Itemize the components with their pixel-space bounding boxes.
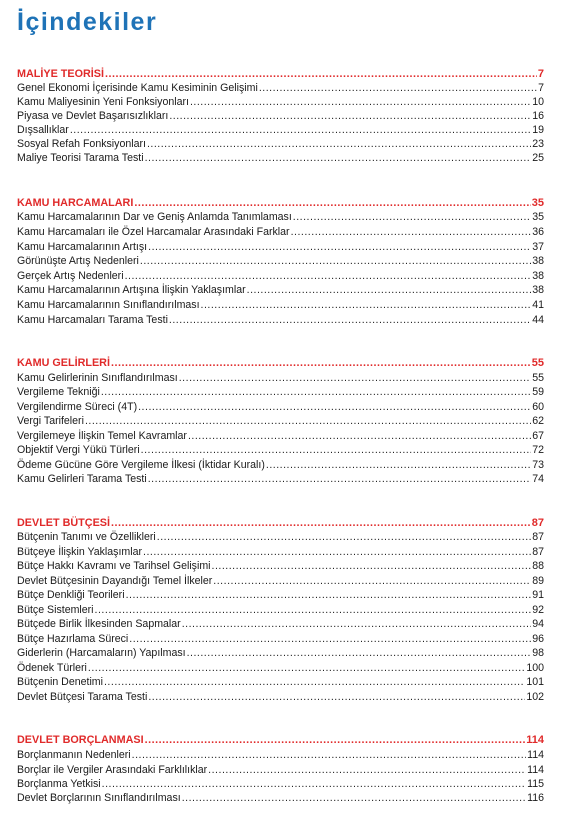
toc-entry-label: Bütçenin Denetimi xyxy=(17,676,103,688)
toc-entry-label: Piyasa ve Devlet Başarısızlıkları xyxy=(17,110,169,122)
toc-entry-page: 96 xyxy=(532,633,544,645)
toc-entry-label: Gerçek Artış Nedenleri xyxy=(17,270,124,282)
toc-entry[interactable] xyxy=(17,603,544,617)
toc-entry[interactable] xyxy=(17,472,544,486)
toc-entry[interactable] xyxy=(17,283,544,297)
toc-entry-label: Objektif Vergi Yükü Türleri xyxy=(17,444,140,456)
dot-leader xyxy=(141,443,532,457)
toc-entry-page: 23 xyxy=(532,138,544,150)
dot-leader xyxy=(169,109,531,123)
toc-entry-label: Vergilemeye İlişkin Temel Kavramlar xyxy=(17,430,187,442)
dot-leader xyxy=(138,400,531,414)
toc-entry-page: 16 xyxy=(532,110,544,122)
toc-entry-label: Ödeme Gücüne Göre Vergileme İlkesi (İktidar Kuralı) xyxy=(17,459,265,471)
toc-entry-page: 73 xyxy=(532,459,544,471)
toc-entry-page: 88 xyxy=(532,560,544,572)
section-heading-label: KAMU HARCAMALARI xyxy=(17,197,134,209)
toc-entry-label: Kamu Gelirlerinin Sınıflandırılması xyxy=(17,372,178,384)
toc-entry-label: Kamu Harcamaları Tarama Testi xyxy=(17,314,168,326)
toc-entry-page: 62 xyxy=(532,415,544,427)
toc-entry-page: 44 xyxy=(532,314,544,326)
toc-entry-label: Sosyal Refah Fonksiyonları xyxy=(17,138,146,150)
dot-leader xyxy=(157,530,531,544)
toc-entry-label: Giderlerin (Harcamaların) Yapılması xyxy=(17,647,186,659)
section-heading-devlet-butcesi[interactable] xyxy=(17,516,544,530)
toc-entry-page: 102 xyxy=(526,691,544,703)
section-heading-page: 7 xyxy=(537,68,544,80)
dot-leader xyxy=(104,675,525,689)
toc-entry-label: Ödenek Türleri xyxy=(17,662,87,674)
toc-entry[interactable] xyxy=(17,210,544,224)
dot-leader xyxy=(293,210,531,224)
toc-entry[interactable] xyxy=(17,646,544,660)
toc-entry-label: Vergilendirme Süreci (4T) xyxy=(17,401,138,413)
section-heading-maliye-teorisi[interactable] xyxy=(17,67,544,81)
toc-entry[interactable] xyxy=(17,763,544,777)
toc-entry-page: 25 xyxy=(532,152,544,164)
toc-entry-label: Kamu Gelirleri Tarama Testi xyxy=(17,473,147,485)
toc-entry-page: 98 xyxy=(532,647,544,659)
toc-entry-page: 55 xyxy=(532,372,544,384)
dot-leader xyxy=(125,269,532,283)
dot-leader xyxy=(266,458,531,472)
toc-entry-label: Bütçenin Tanımı ve Özellikleri xyxy=(17,531,156,543)
toc-entry-page: 10 xyxy=(532,96,544,108)
dot-leader xyxy=(134,196,530,210)
toc-entry-page: 89 xyxy=(532,575,544,587)
toc-entry-label: Bütçe Denkliği Teorileri xyxy=(17,589,125,601)
toc-entry[interactable] xyxy=(17,81,544,95)
section-heading-label: DEVLET BORÇLANMASI xyxy=(17,734,144,746)
dot-leader xyxy=(95,603,532,617)
toc-entry-page: 91 xyxy=(532,589,544,601)
toc-entry-label: Kamu Harcamaları ile Özel Harcamalar Arasındaki Farklar xyxy=(17,226,290,238)
toc-entry-page: 35 xyxy=(532,211,544,223)
toc-entry-label: Kamu Harcamalarının Artışına İlişkin Yaklaşımlar xyxy=(17,284,246,296)
toc-entry[interactable] xyxy=(17,748,544,762)
dot-leader xyxy=(145,733,526,747)
section-heading-page: 55 xyxy=(531,357,544,369)
dot-leader xyxy=(101,385,531,399)
toc-entry[interactable] xyxy=(17,559,544,573)
toc-entry[interactable] xyxy=(17,530,544,544)
dot-leader xyxy=(148,690,525,704)
toc-entry-label: Borçlanma Yetkisi xyxy=(17,778,101,790)
toc-entry[interactable] xyxy=(17,588,544,602)
toc-entry-page: 59 xyxy=(532,386,544,398)
toc-entry[interactable] xyxy=(17,690,544,704)
toc-entry[interactable] xyxy=(17,371,544,385)
toc-entry-label: Vergileme Tekniği xyxy=(17,386,100,398)
toc-entry[interactable] xyxy=(17,385,544,399)
toc-entry-page: 116 xyxy=(527,792,544,804)
toc-entry-page: 114 xyxy=(527,749,544,761)
dot-leader xyxy=(88,661,525,675)
dot-leader xyxy=(132,748,526,762)
toc-entry-page: 19 xyxy=(532,124,544,136)
toc-entry[interactable] xyxy=(17,574,544,588)
toc-entry-label: Bütçede Birlik İlkesinden Sapmalar xyxy=(17,618,181,630)
dot-leader xyxy=(148,472,531,486)
toc-entry-label: Görünüşte Artış Nedenleri xyxy=(17,255,139,267)
toc-entry[interactable] xyxy=(17,137,544,151)
toc-entry-page: 38 xyxy=(532,270,544,282)
dot-leader xyxy=(85,414,531,428)
dot-leader xyxy=(140,254,531,268)
dot-leader xyxy=(213,574,531,588)
toc-entry-page: 114 xyxy=(527,764,544,776)
dot-leader xyxy=(102,777,526,791)
toc-entry[interactable] xyxy=(17,458,544,472)
toc-entry-label: Borçlar ile Vergiler Arasındaki Farklılıklar xyxy=(17,764,208,776)
toc-entry[interactable] xyxy=(17,675,544,689)
toc-entry-page: 38 xyxy=(532,284,544,296)
dot-leader xyxy=(169,313,531,327)
dot-leader xyxy=(111,356,531,370)
dot-leader xyxy=(188,429,531,443)
dot-leader xyxy=(143,545,531,559)
toc-entry[interactable] xyxy=(17,313,544,327)
toc-entry[interactable] xyxy=(17,632,544,646)
toc-entry-page: 74 xyxy=(532,473,544,485)
section-heading-page: 114 xyxy=(526,734,544,746)
dot-leader xyxy=(208,763,526,777)
toc-entry-page: 101 xyxy=(526,676,544,688)
page-title: İçindekiler xyxy=(17,8,158,36)
dot-leader xyxy=(148,240,531,254)
toc-entry-label: Kamu Maliyesinin Yeni Fonksiyonları xyxy=(17,96,189,108)
toc-entry[interactable] xyxy=(17,400,544,414)
dot-leader xyxy=(259,81,537,95)
toc-entry-page: 41 xyxy=(532,299,544,311)
toc-entry-label: Bütçe Sistemleri xyxy=(17,604,94,616)
toc-entry[interactable] xyxy=(17,414,544,428)
toc-entry[interactable] xyxy=(17,254,544,268)
toc-entry[interactable] xyxy=(17,661,544,675)
toc-entry-label: Maliye Teorisi Tarama Testi xyxy=(17,152,144,164)
toc-entry-label: Kamu Harcamalarının Dar ve Geniş Anlamda Tanımlaması xyxy=(17,211,292,223)
toc-entry[interactable] xyxy=(17,240,544,254)
toc-entry[interactable] xyxy=(17,791,544,805)
section-heading-devlet-borclanmasi[interactable] xyxy=(17,733,544,747)
dot-leader xyxy=(190,95,531,109)
toc-entry-label: Devlet Bütçesinin Dayandığı Temel İlkeler xyxy=(17,575,213,587)
toc-entry-label: Kamu Harcamalarının Artışı xyxy=(17,241,148,253)
dot-leader xyxy=(201,298,532,312)
toc-entry-page: 36 xyxy=(532,226,544,238)
dot-leader xyxy=(147,137,531,151)
toc-entry-label: Devlet Borçlarının Sınıflandırılması xyxy=(17,792,181,804)
toc-entry[interactable] xyxy=(17,225,544,239)
toc-entry-label: Bütçe Hazırlama Süreci xyxy=(17,633,129,645)
toc-entry[interactable] xyxy=(17,429,544,443)
toc-entry-page: 94 xyxy=(532,618,544,630)
dot-leader xyxy=(126,588,532,602)
toc-entry[interactable] xyxy=(17,269,544,283)
toc-entry-page: 37 xyxy=(532,241,544,253)
toc-entry[interactable] xyxy=(17,151,544,165)
dot-leader xyxy=(187,646,532,660)
dot-leader xyxy=(291,225,532,239)
section-heading-kamu-gelirleri[interactable] xyxy=(17,356,544,370)
toc-entry-page: 72 xyxy=(532,444,544,456)
toc-entry[interactable] xyxy=(17,545,544,559)
section-heading-page: 87 xyxy=(531,517,544,529)
toc-entry[interactable] xyxy=(17,443,544,457)
dot-leader xyxy=(129,632,531,646)
dot-leader xyxy=(105,67,537,81)
toc-entry[interactable] xyxy=(17,109,544,123)
toc-entry-label: Devlet Bütçesi Tarama Testi xyxy=(17,691,148,703)
toc-entry-page: 115 xyxy=(527,778,544,790)
toc-entry-page: 67 xyxy=(532,430,544,442)
section-heading-page: 35 xyxy=(531,197,544,209)
toc-entry-page: 60 xyxy=(532,401,544,413)
toc-entry[interactable] xyxy=(17,123,544,137)
dot-leader xyxy=(145,151,532,165)
toc-entry-page: 87 xyxy=(532,531,544,543)
section-heading-label: MALİYE TEORİSİ xyxy=(17,68,104,80)
dot-leader xyxy=(111,516,531,530)
toc-entry-label: Borçlanmanın Nedenleri xyxy=(17,749,131,761)
dot-leader xyxy=(182,791,526,805)
toc-entry-label: Bütçeye İlişkin Yaklaşımlar xyxy=(17,546,143,558)
section-heading-kamu-harcamalari[interactable] xyxy=(17,196,544,210)
toc-entry-label: Genel Ekonomi İçerisinde Kamu Kesiminin Gelişimi xyxy=(17,82,258,94)
toc-entry-page: 7 xyxy=(538,82,544,94)
dot-leader xyxy=(182,617,532,631)
toc-entry-page: 87 xyxy=(532,546,544,558)
toc-entry-page: 92 xyxy=(532,604,544,616)
dot-leader xyxy=(179,371,531,385)
toc-entry-page: 100 xyxy=(526,662,544,674)
dot-leader xyxy=(70,123,531,137)
toc-entry[interactable] xyxy=(17,777,544,791)
toc-entry-label: Dışsallıklar xyxy=(17,124,69,136)
section-heading-label: KAMU GELİRLERİ xyxy=(17,357,110,369)
toc-entry-label: Bütçe Hakkı Kavramı ve Tarihsel Gelişimi xyxy=(17,560,211,572)
toc-entry[interactable] xyxy=(17,617,544,631)
toc-entry-label: Kamu Harcamalarının Sınıflandırılması xyxy=(17,299,200,311)
dot-leader xyxy=(247,283,532,297)
toc-entry[interactable] xyxy=(17,298,544,312)
toc-entry-page: 38 xyxy=(532,255,544,267)
toc-entry[interactable] xyxy=(17,95,544,109)
section-heading-label: DEVLET BÜTÇESİ xyxy=(17,517,110,529)
toc-entry-label: Vergi Tarifeleri xyxy=(17,415,84,427)
dot-leader xyxy=(212,559,532,573)
